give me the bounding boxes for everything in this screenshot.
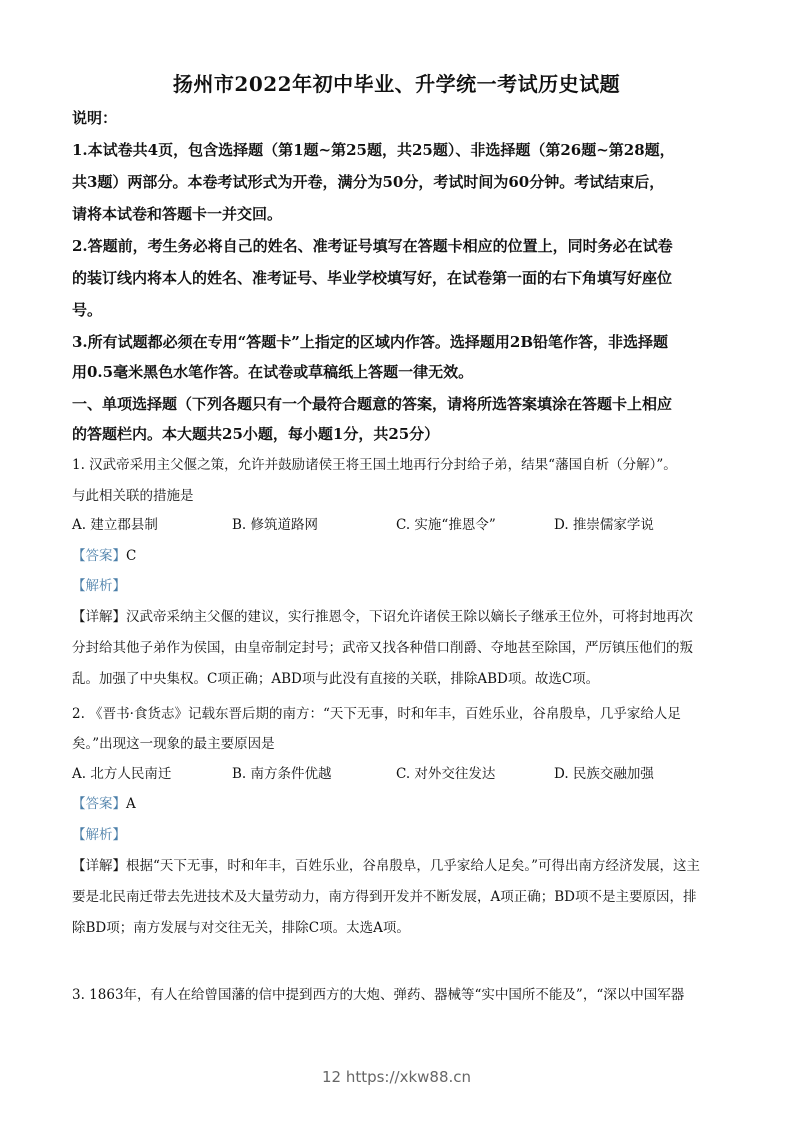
question-2-stem: 矣。”出现这一现象的最主要原因是 (72, 736, 275, 752)
analysis-label: 【解析】 (72, 578, 126, 594)
instruction-line: 共3题）两部分。本卷考试形式为开卷，满分为50分，考试时间为60分钟。考试结束后， (72, 173, 665, 191)
option-a: A. 北方人民南迁 (72, 766, 172, 782)
detail-text: 汉武帝采纳主父偃的建议，实行推恩令，下诏允许诸侯王除以嫡长子继承王位外，可将封地再次 (126, 609, 693, 625)
detail-text: 根据“天下无事，时和年丰，百姓乐业，谷帛殷阜，几乎家给人足矣。”可得出南方经济发展，这主 (126, 858, 701, 874)
option-c: C. 实施“推恩令” (396, 517, 496, 533)
question-2-options (72, 764, 732, 784)
instruction-line: 号。 (72, 301, 103, 319)
analysis-label: 【解析】 (72, 827, 126, 843)
answer-label: 【答案】 (72, 548, 126, 564)
instruction-line: 3.所有试题都必须在专用“答题卡”上指定的区域内作答。选择题用2B铅笔作答，非选择题 (72, 333, 669, 351)
instruction-line: 的装订线内将本人的姓名、准考证号、毕业学校填写好，在试卷第一面的右下角填写好座位 (72, 269, 673, 287)
page-title: 扬州市2022年初中毕业、升学统一考试历史试题 (172, 72, 621, 96)
instruction-line: 1.本试卷共4页，包含选择题（第1题~第25题，共25题）、非选择题（第26题~第28题， (72, 141, 675, 159)
detail-label: 【详解】 (72, 609, 126, 625)
section-heading: 的答题栏内。本大题共25小题，每小题1分，共25分） (72, 425, 440, 443)
detail-text: 除BD项；南方发展与对交往无关，排除C项。太选A项。 (72, 920, 410, 936)
question-1-stem: 与此相关联的措施是 (72, 488, 194, 504)
option-d: D. 推崇儒家学说 (554, 517, 654, 533)
section-heading: 一、单项选择题（下列各题只有一个最符合题意的答案，请将所选答案填涂在答题卡上相应 (72, 395, 673, 413)
question-3-stem: 3. 1863年，有人在给曾国藩的信中提到西方的大炮、弹药、器械等“实中国所不能及”，“深以中国军器 (72, 987, 685, 1003)
question-1-analysis (72, 576, 732, 596)
instruction-line: 2.答题前，考生务必将自己的姓名、准考证号填写在答题卡相应的位置上，同时务必在试卷 (72, 237, 673, 255)
option-c: C. 对外交往发达 (396, 766, 496, 782)
detail-label: 【详解】 (72, 858, 126, 874)
page-footer: 12 https://xkw88.cn (321, 1068, 472, 1086)
option-b: B. 修筑道路网 (232, 517, 319, 533)
question-2-detail (72, 856, 732, 876)
question-2-answer (72, 794, 732, 814)
instruction-line: 用0.5毫米黑色水笔作答。在试卷或草稿纸上答题一律无效。 (72, 363, 474, 381)
instructions-heading: 说明： (72, 109, 118, 127)
detail-text: 乱。加强了中央集权。C项正确；ABD项与此没有直接的关联，排除ABD项。故选C项。 (72, 671, 600, 687)
detail-text: 分封给其他子弟作为侯国，由皇帝制定封号；武帝又找各种借口削爵、夺地甚至除国，严厉镇压他们的叛 (72, 640, 693, 656)
answer-label: 【答案】 (72, 796, 126, 812)
answer-value: C (126, 548, 137, 564)
question-1-stem: 1. 汉武帝采用主父偃之策，允许并鼓励诸侯王将王国土地再行分封给子弟，结果“藩国自析（分解）”。 (72, 457, 677, 473)
question-1-detail (72, 607, 732, 627)
option-d: D. 民族交融加强 (554, 766, 654, 782)
question-2-stem: 2. 《晋书·食货志》记载东晋后期的南方：“天下无事，时和年丰，百姓乐业，谷帛殷阜，几乎家给人足 (72, 706, 681, 722)
question-1-answer (72, 546, 732, 566)
detail-text: 要是北民南迁带去先进技术及大量劳动力，南方得到开发并不断发展，A项正确；BD项不是主要原因，排 (72, 889, 697, 905)
instruction-line: 请将本试卷和答题卡一并交回。 (72, 205, 283, 223)
question-2-analysis (72, 825, 732, 845)
question-1-options (72, 515, 732, 535)
answer-value: A (126, 796, 136, 812)
option-b: B. 南方条件优越 (232, 766, 332, 782)
option-a: A. 建立郡县制 (72, 517, 158, 533)
